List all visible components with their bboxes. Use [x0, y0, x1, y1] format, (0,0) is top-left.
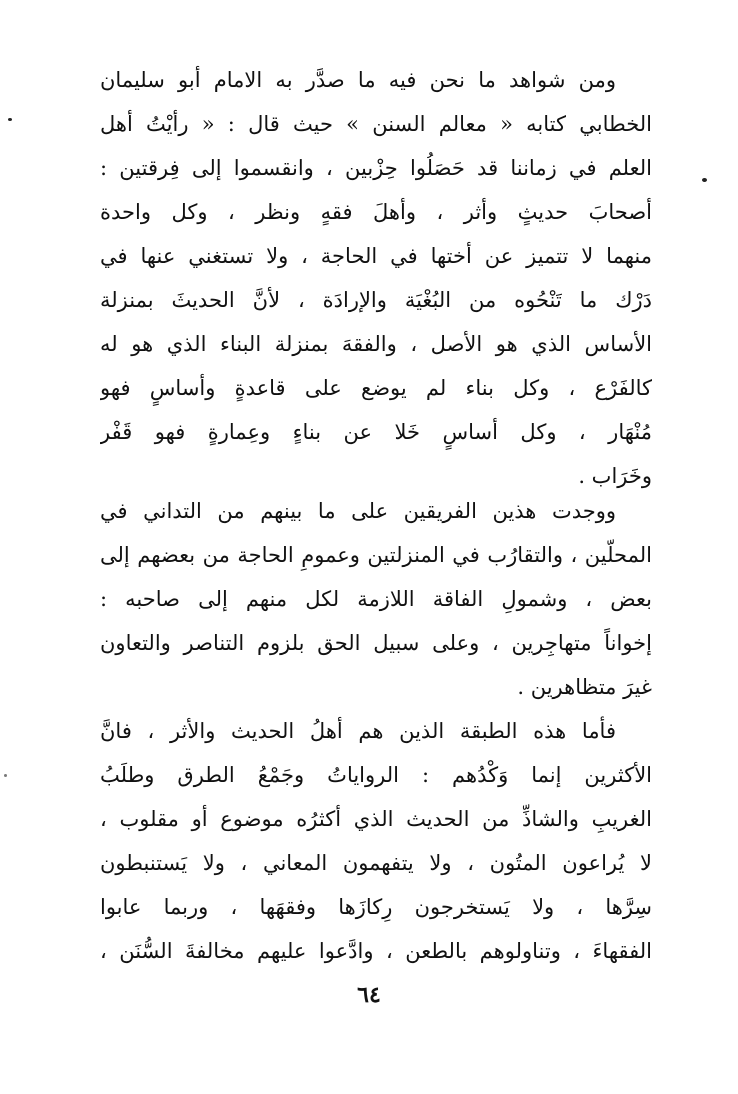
text-line: أصحابَ حديثٍ وأثر ، وأهلَ فقهٍ ونظر ، وكل واحدة — [100, 200, 652, 224]
scan-speck — [702, 178, 707, 182]
text-line: وخَرَاب . — [578, 464, 652, 488]
paragraph-1 — [100, 58, 652, 498]
text-line: الفقهاءَ ، وتناولوهم بالطعن ، وادَّعوا عليهم مخالفةَ السُّنَن ، — [100, 939, 652, 963]
text-line: غيرَ متظاهرين . — [517, 675, 652, 699]
text-line: فأما هذه الطبقة الذين هم أهلُ الحديث والأثر ، فانَّ — [100, 719, 616, 743]
text-line: ووجدت هذين الفريقين على ما بينهم من التداني في — [100, 499, 616, 523]
text-line: سِرَّها ، ولا يَستخرجون رِكازَها وفقهَها ، وربما عابوا — [100, 895, 652, 919]
text-line: الأساس الذي هو الأصل ، والفقهَ بمنزلة البناء الذي هو له — [100, 332, 652, 356]
text-line: دَرْك ما تَنْحُوه من البُغْيَة والإرادَة ، لأنَّ الحديثَ بمنزلة — [100, 288, 652, 312]
text-line: الأكثرين إنما وَكْدُهم : الرواياتُ وجَمْعُ الطرق وطلَبُ — [100, 763, 652, 787]
text-line: مُنْهَار ، وكل أساسٍ خَلا عن بناءٍ وعِمارةٍ فهو قَفْر — [100, 420, 652, 444]
text-line: المحلّين ، والتقارُب في المنزلتين وعمومِ الحاجة من بعضهم إلى — [100, 543, 652, 567]
text-line: العلم في زماننا قد حَصَلُوا حِزْبين ، وانقسموا إلى فِرقتين : — [100, 156, 652, 180]
text-line: ومن شواهد ما نحن فيه ما صدَّر به الامام أبو سليمان — [100, 68, 616, 92]
text-line: الخطابي كتابه « معالم السنن » حيث قال : « رأيْتُ أهل — [100, 112, 652, 136]
text-line: الغريبِ والشاذِّ من الحديث الذي أكثرُه موضوع أو مقلوب ، — [100, 807, 652, 831]
page-number: ٦٤ — [357, 982, 381, 1008]
text-line: منهما لا تتميز عن أختها في الحاجة ، ولا تستغني عنها في — [100, 244, 652, 268]
text-line: لا يُراعون المتُون ، ولا يتفهمون المعاني ، ولا يَستنبطون — [100, 851, 652, 875]
text-line: إخواناً متهاجِرين ، وعلى سبيل الحق بلزوم التناصر والتعاون — [100, 631, 652, 655]
scan-speck — [4, 774, 7, 777]
scan-speck — [8, 118, 12, 121]
text-line: كالفَرْع ، وكل بناء لم يوضع على قاعدةٍ وأساسٍ فهو — [100, 376, 652, 400]
text-line: بعض ، وشمولِ الفاقة اللازمة لكل منهم إلى صاحبه : — [100, 587, 652, 611]
paragraph-3 — [100, 709, 652, 973]
paragraph-2 — [100, 489, 652, 709]
